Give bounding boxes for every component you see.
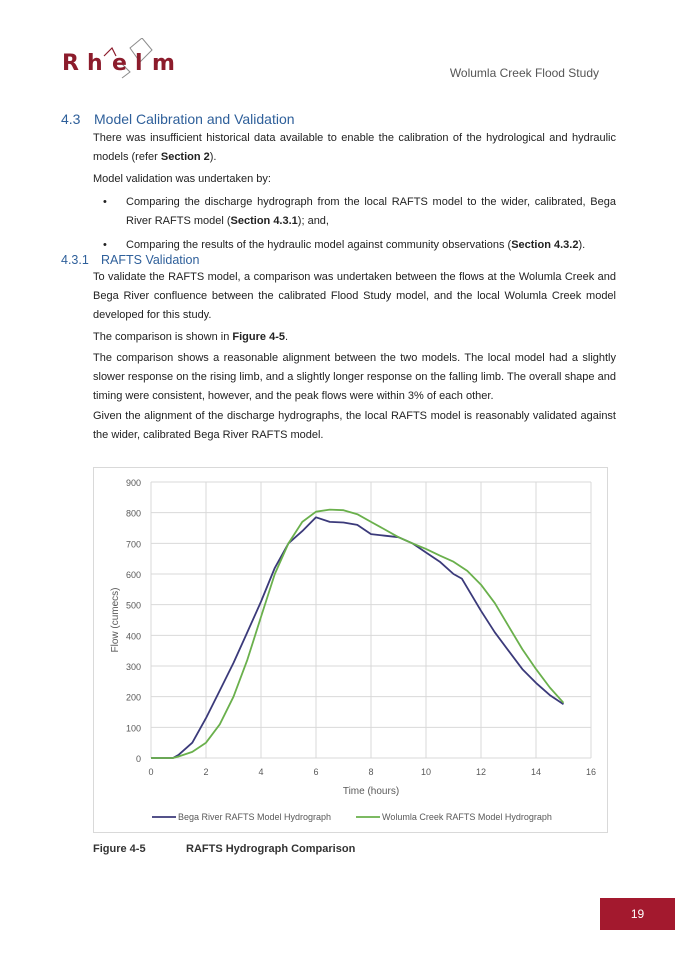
series-line-2 <box>151 510 564 758</box>
validation-bullet-list <box>93 193 616 260</box>
x-tick-label: 14 <box>530 767 542 777</box>
bullet-dot-icon: • <box>103 196 107 208</box>
figure-label: Figure 4-5 <box>93 843 146 855</box>
subsection-number: 4.3.1 <box>61 253 89 267</box>
y-tick-label: 600 <box>125 570 141 580</box>
bullet-dot-icon: • <box>103 239 107 251</box>
rhelm-logo <box>60 38 180 80</box>
x-tick-label: 16 <box>585 767 597 777</box>
x-tick-label: 6 <box>313 767 319 777</box>
subsection-paragraph-4: Given the alignment of the discharge hydrographs, the local RAFTS model is reasonably validated against the wider, calibrated Bega River RAFTS model. <box>93 410 616 441</box>
legend-label-1: Bega River RAFTS Model Hydrograph <box>178 812 332 822</box>
subsection-paragraph-1: To validate the RAFTS model, a comparison was undertaken between the flows at the Wolumla Creek and Bega River confluence between the calibrated Flood Study model, and the local Wolumla Creek model developed for this study. <box>93 271 616 321</box>
subsection-paragraph-2: The comparison is shown in Figure 4-5. <box>93 331 289 343</box>
y-tick-label: 500 <box>125 600 141 611</box>
y-tick-label: 900 <box>125 478 141 488</box>
y-tick-label: 800 <box>125 508 141 519</box>
running-title: Wolumla Creek Flood Study <box>449 66 599 80</box>
y-axis-label: Flow (cumecs) <box>110 587 121 653</box>
x-tick-label: 0 <box>148 767 154 777</box>
section-paragraph-2: Model validation was undertaken by: <box>93 173 271 185</box>
x-tick-label: 2 <box>203 767 209 777</box>
logo-letter-r: R <box>62 51 79 76</box>
y-tick-label: 200 <box>125 692 141 703</box>
y-tick-label: 300 <box>125 662 141 672</box>
section-paragraph-1: There was insufficient historical data available to enable the calibration of the hydrological and hydraulic models (refer Section 2). <box>93 132 616 163</box>
x-axis-label: Time (hours) <box>342 786 400 797</box>
y-tick-label: 700 <box>125 539 141 550</box>
x-tick-label: 4 <box>258 767 264 777</box>
bullet-item: • Comparing the discharge hydrograph from the local RAFTS model to the wider, calibrated, Bega River RAFTS model (Section 4.3.1); and, <box>93 193 616 231</box>
bullet-item: • Comparing the results of the hydraulic model against community observations (Section 4.3.2). <box>93 236 616 255</box>
subsection-paragraph-3: The comparison shows a reasonable alignment between the two models. The local model had a slightly slower response on the rising limb, and a slightly longer response on the falling limb. The overall shape and timing were consistent, however, and the peak flows were within 3% of each other. <box>93 352 616 402</box>
subsection-title: RAFTS Validation <box>101 253 200 267</box>
y-tick-label: 0 <box>135 754 141 764</box>
figure-title: RAFTS Hydrograph Comparison <box>186 843 356 855</box>
section-number: 4.3 <box>61 111 81 127</box>
y-tick-label: 100 <box>125 723 141 734</box>
logo-letter-e: e <box>112 51 127 76</box>
y-tick-label: 400 <box>125 631 141 642</box>
logo-letter-h: h <box>87 51 103 76</box>
figure-caption <box>93 843 356 855</box>
hydrograph-chart <box>93 467 608 833</box>
x-tick-label: 12 <box>475 767 487 777</box>
logo-letter-m: m <box>152 51 175 76</box>
x-tick-label: 8 <box>368 767 374 777</box>
series-line-1 <box>151 517 564 758</box>
x-tick-label: 10 <box>420 767 432 777</box>
page-number: 19 <box>600 898 675 930</box>
section-title: Model Calibration and Validation <box>94 111 295 127</box>
logo-letter-l: l <box>135 51 143 76</box>
section-heading <box>61 111 295 127</box>
subsection-heading <box>61 253 199 267</box>
hydrograph-chart-svg <box>94 468 607 832</box>
legend-label-2: Wolumla Creek RAFTS Model Hydrograph <box>382 812 552 822</box>
